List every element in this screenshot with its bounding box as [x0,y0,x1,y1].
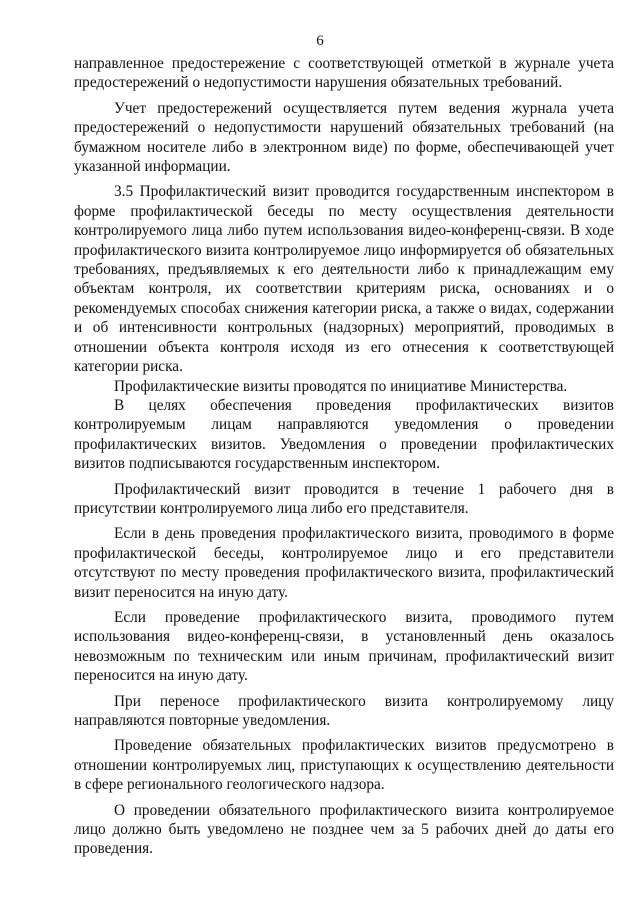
paragraph: О проведении обязательного профилактического визита контролируемое лицо должно быть уведомлено не позднее чем за 5 рабочих дней до даты его проведения. [74,801,614,858]
paragraph: направленное предостережение с соответствующей отметкой в журнале учета предостережений о недопустимости нарушения обязательных требований. [74,55,614,92]
document-body [74,54,614,859]
paragraph: Проведение обязательных профилактических визитов предусмотрено в отношении контролируемых лиц, приступающих к осуществлению деятельности в сфере регионального геологического надзора. [74,737,614,794]
paragraph: Учет предостережений осуществляется путем ведения журнала учета предостережений о недопустимости нарушений обязательных требований (на бумажном носителе либо в электронном виде) по форме, обеспечивающей учет указанной информации. [74,99,614,176]
paragraph: Профилактические визиты проводятся по инициативе Министерства. [114,377,568,395]
paragraph: При переносе профилактического визита контролируемому лицу направляются повторные уведомления. [74,692,614,729]
paragraph: 3.5 Профилактический визит проводится государственным инспектором в форме профилактической беседы по месту осуществления деятельности контролируемого лица либо путем использования видео-конференц-связи. В ходе профилактического визита контролируемое лицо информируется об обязательных требованиях, предъявляемых к его деятельности либо к принадлежащим ему объектам контроля, их соответствии критериям риска, основаниях и о рекомендуемых способах снижения категории риска, а также о видах, содержании и об интенсивности контрольных (надзорных) мероприятий, проводимых в отношении объекта контроля исходя из его отнесения к соответствующей категории риска. [74,183,614,376]
paragraph: Если проведение профилактического визита, проводимого путем использования видео-конференц-связи, в установленный день оказалось невозможным по техническим или иным причинам, профилактический визит переносится на иную дату. [74,608,614,685]
page-number: 6 [316,33,324,49]
paragraph: Если в день проведения профилактического визита, проводимого в форме профилактической беседы, контролируемое лицо и его представители отсутствуют по месту проведения профилактического визита, профилактический визит переносится на иную дату. [74,525,614,601]
paragraph: В целях обеспечения проведения профилактических визитов контролируемым лицам направляются уведомления о проведении профилактических визитов. Уведомления о проведении профилактических визитов подписываются государственным инспектором. [74,396,614,473]
paragraph: Профилактический визит проводится в течение 1 рабочего дня в присутствии контролируемого лица либо его представителя. [74,480,614,517]
